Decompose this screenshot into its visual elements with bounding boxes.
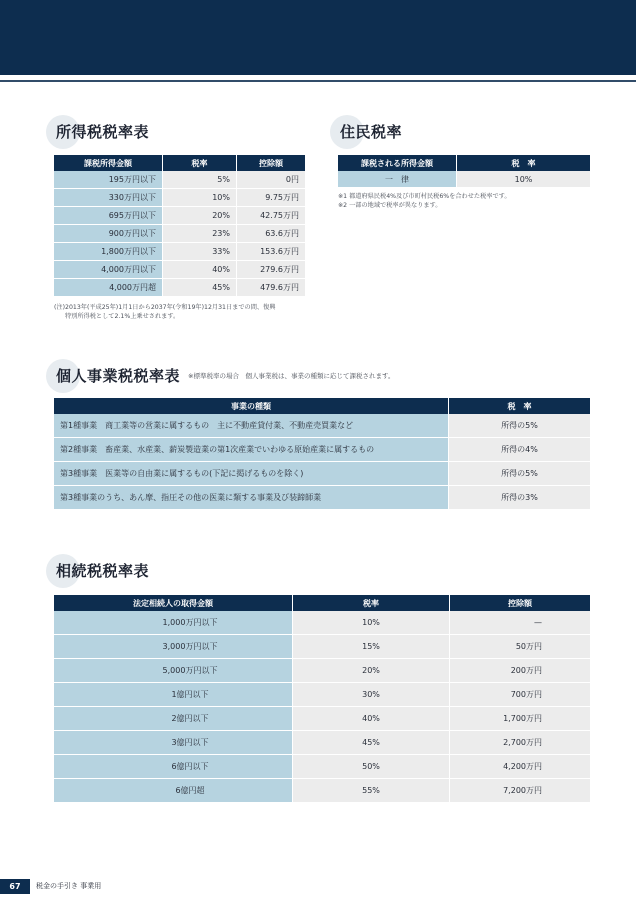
table-cell: 1億円以下 <box>54 683 293 707</box>
table-cell: 63.6万円 <box>237 225 305 243</box>
income-tax-table <box>54 155 305 297</box>
table-cell: 4,200万円 <box>450 755 590 779</box>
table-cell: 45% <box>293 731 450 755</box>
table-cell: 3,000万円以下 <box>54 635 293 659</box>
table-header: 税 率 <box>457 155 590 171</box>
table-cell: 所得の5% <box>449 414 590 438</box>
resident-tax-table <box>338 155 590 188</box>
table-row <box>54 635 590 659</box>
resident-tax-title: 住民税率 <box>340 121 402 142</box>
business-tax-note: ※標準税率の場合 個人事業税は、事業の種類に応じて課税されます。 <box>188 372 395 380</box>
table-cell: 20% <box>163 207 237 225</box>
table-cell: 30% <box>293 683 450 707</box>
table-cell: 7,200万円 <box>450 779 590 803</box>
table-row <box>54 659 590 683</box>
table-cell: 第3種事業のうち、あん摩、指圧その他の医業に類する事業及び装蹄師業 <box>54 486 449 510</box>
table-cell: 695万円以下 <box>54 207 163 225</box>
table-header: 事業の種類 <box>54 398 449 414</box>
table-header: 控除額 <box>450 595 590 611</box>
table-cell: 40% <box>163 261 237 279</box>
income-tax-note: (注)2013年(平成25年)1月1日から2037年(令和19年)12月31日までの間、復興 特別所得税として2.1%上乗せされます。 <box>54 304 276 320</box>
table-cell: 200万円 <box>450 659 590 683</box>
table-row <box>54 207 305 225</box>
table-cell: 153.6万円 <box>237 243 305 261</box>
table-cell: 所得の4% <box>449 438 590 462</box>
table-row <box>54 779 590 803</box>
table-cell: 4,000万円以下 <box>54 261 163 279</box>
table-cell: 33% <box>163 243 237 261</box>
business-tax-table <box>54 398 590 510</box>
table-cell: 第2種事業 畜産業、水産業、薪炭製造業の第1次産業でいわゆる原始産業に属するもの <box>54 438 449 462</box>
table-row <box>338 171 590 188</box>
table-row <box>54 731 590 755</box>
table-cell: 15% <box>293 635 450 659</box>
table-row <box>54 279 305 297</box>
table-cell: 900万円以下 <box>54 225 163 243</box>
business-tax-title: 個人事業税税率表 ※標準税率の場合 個人事業税は、事業の種類に応じて課税されます。 <box>56 365 394 386</box>
header-rule <box>0 80 636 82</box>
table-cell: 195万円以下 <box>54 171 163 189</box>
table-header: 課税所得金額 <box>54 155 163 171</box>
table-cell: 0円 <box>237 171 305 189</box>
table-cell: 6億円以下 <box>54 755 293 779</box>
table-cell: 40% <box>293 707 450 731</box>
table-row <box>54 243 305 261</box>
table-cell: 5% <box>163 171 237 189</box>
income-tax-title: 所得税税率表 <box>56 121 149 142</box>
table-cell: 45% <box>163 279 237 297</box>
table-cell: 42.75万円 <box>237 207 305 225</box>
table-cell: 279.6万円 <box>237 261 305 279</box>
table-cell: 所得の5% <box>449 462 590 486</box>
table-cell: 50% <box>293 755 450 779</box>
table-row <box>54 438 590 462</box>
table-cell: 一 律 <box>338 171 457 188</box>
table-header: 課税される所得金額 <box>338 155 457 171</box>
table-row <box>54 683 590 707</box>
table-row <box>54 462 590 486</box>
table-cell: 9.75万円 <box>237 189 305 207</box>
table-cell: 2億円以下 <box>54 707 293 731</box>
table-row <box>54 189 305 207</box>
resident-tax-note: ※1 都道府県民税4%及び市町村民税6%を合わせた税率です。 ※2 一部の地域で税率が異なります。 <box>338 193 511 209</box>
table-cell: 20% <box>293 659 450 683</box>
table-cell: 第3種事業 医業等の自由業に属するもの(下記に掲げるものを除く) <box>54 462 449 486</box>
table-row <box>54 707 590 731</box>
inheritance-tax-title: 相続税税率表 <box>56 560 149 581</box>
table-cell: 所得の3% <box>449 486 590 510</box>
table-cell: 479.6万円 <box>237 279 305 297</box>
table-header: 控除額 <box>237 155 305 171</box>
footer-label: 税金の手引き 事業用 <box>36 882 102 890</box>
table-header: 税 率 <box>449 398 590 414</box>
table-cell: 55% <box>293 779 450 803</box>
table-row <box>54 755 590 779</box>
table-header: 法定相続人の取得金額 <box>54 595 293 611</box>
table-cell: 1,700万円 <box>450 707 590 731</box>
page-number: 67 <box>0 879 30 894</box>
table-header: 税率 <box>163 155 237 171</box>
table-cell: 3億円以下 <box>54 731 293 755</box>
table-header: 税率 <box>293 595 450 611</box>
table-cell: 6億円超 <box>54 779 293 803</box>
table-cell: 330万円以下 <box>54 189 163 207</box>
table-cell: 5,000万円以下 <box>54 659 293 683</box>
header-band <box>0 0 636 75</box>
table-row <box>54 486 590 510</box>
table-cell: 10% <box>457 171 590 188</box>
table-cell: 1,800万円以下 <box>54 243 163 261</box>
table-cell: 10% <box>293 611 450 635</box>
table-row <box>54 171 305 189</box>
table-row <box>54 261 305 279</box>
table-cell: 第1種事業 商工業等の営業に属するもの 主に不動産貸付業、不動産売買業など <box>54 414 449 438</box>
table-cell: 700万円 <box>450 683 590 707</box>
table-cell: 10% <box>163 189 237 207</box>
inheritance-tax-table <box>54 595 590 803</box>
table-row <box>54 225 305 243</box>
table-cell: 50万円 <box>450 635 590 659</box>
table-cell: 1,000万円以下 <box>54 611 293 635</box>
table-row <box>54 414 590 438</box>
table-cell: 23% <box>163 225 237 243</box>
table-cell: — <box>450 611 590 635</box>
table-row <box>54 611 590 635</box>
table-cell: 4,000万円超 <box>54 279 163 297</box>
table-cell: 2,700万円 <box>450 731 590 755</box>
